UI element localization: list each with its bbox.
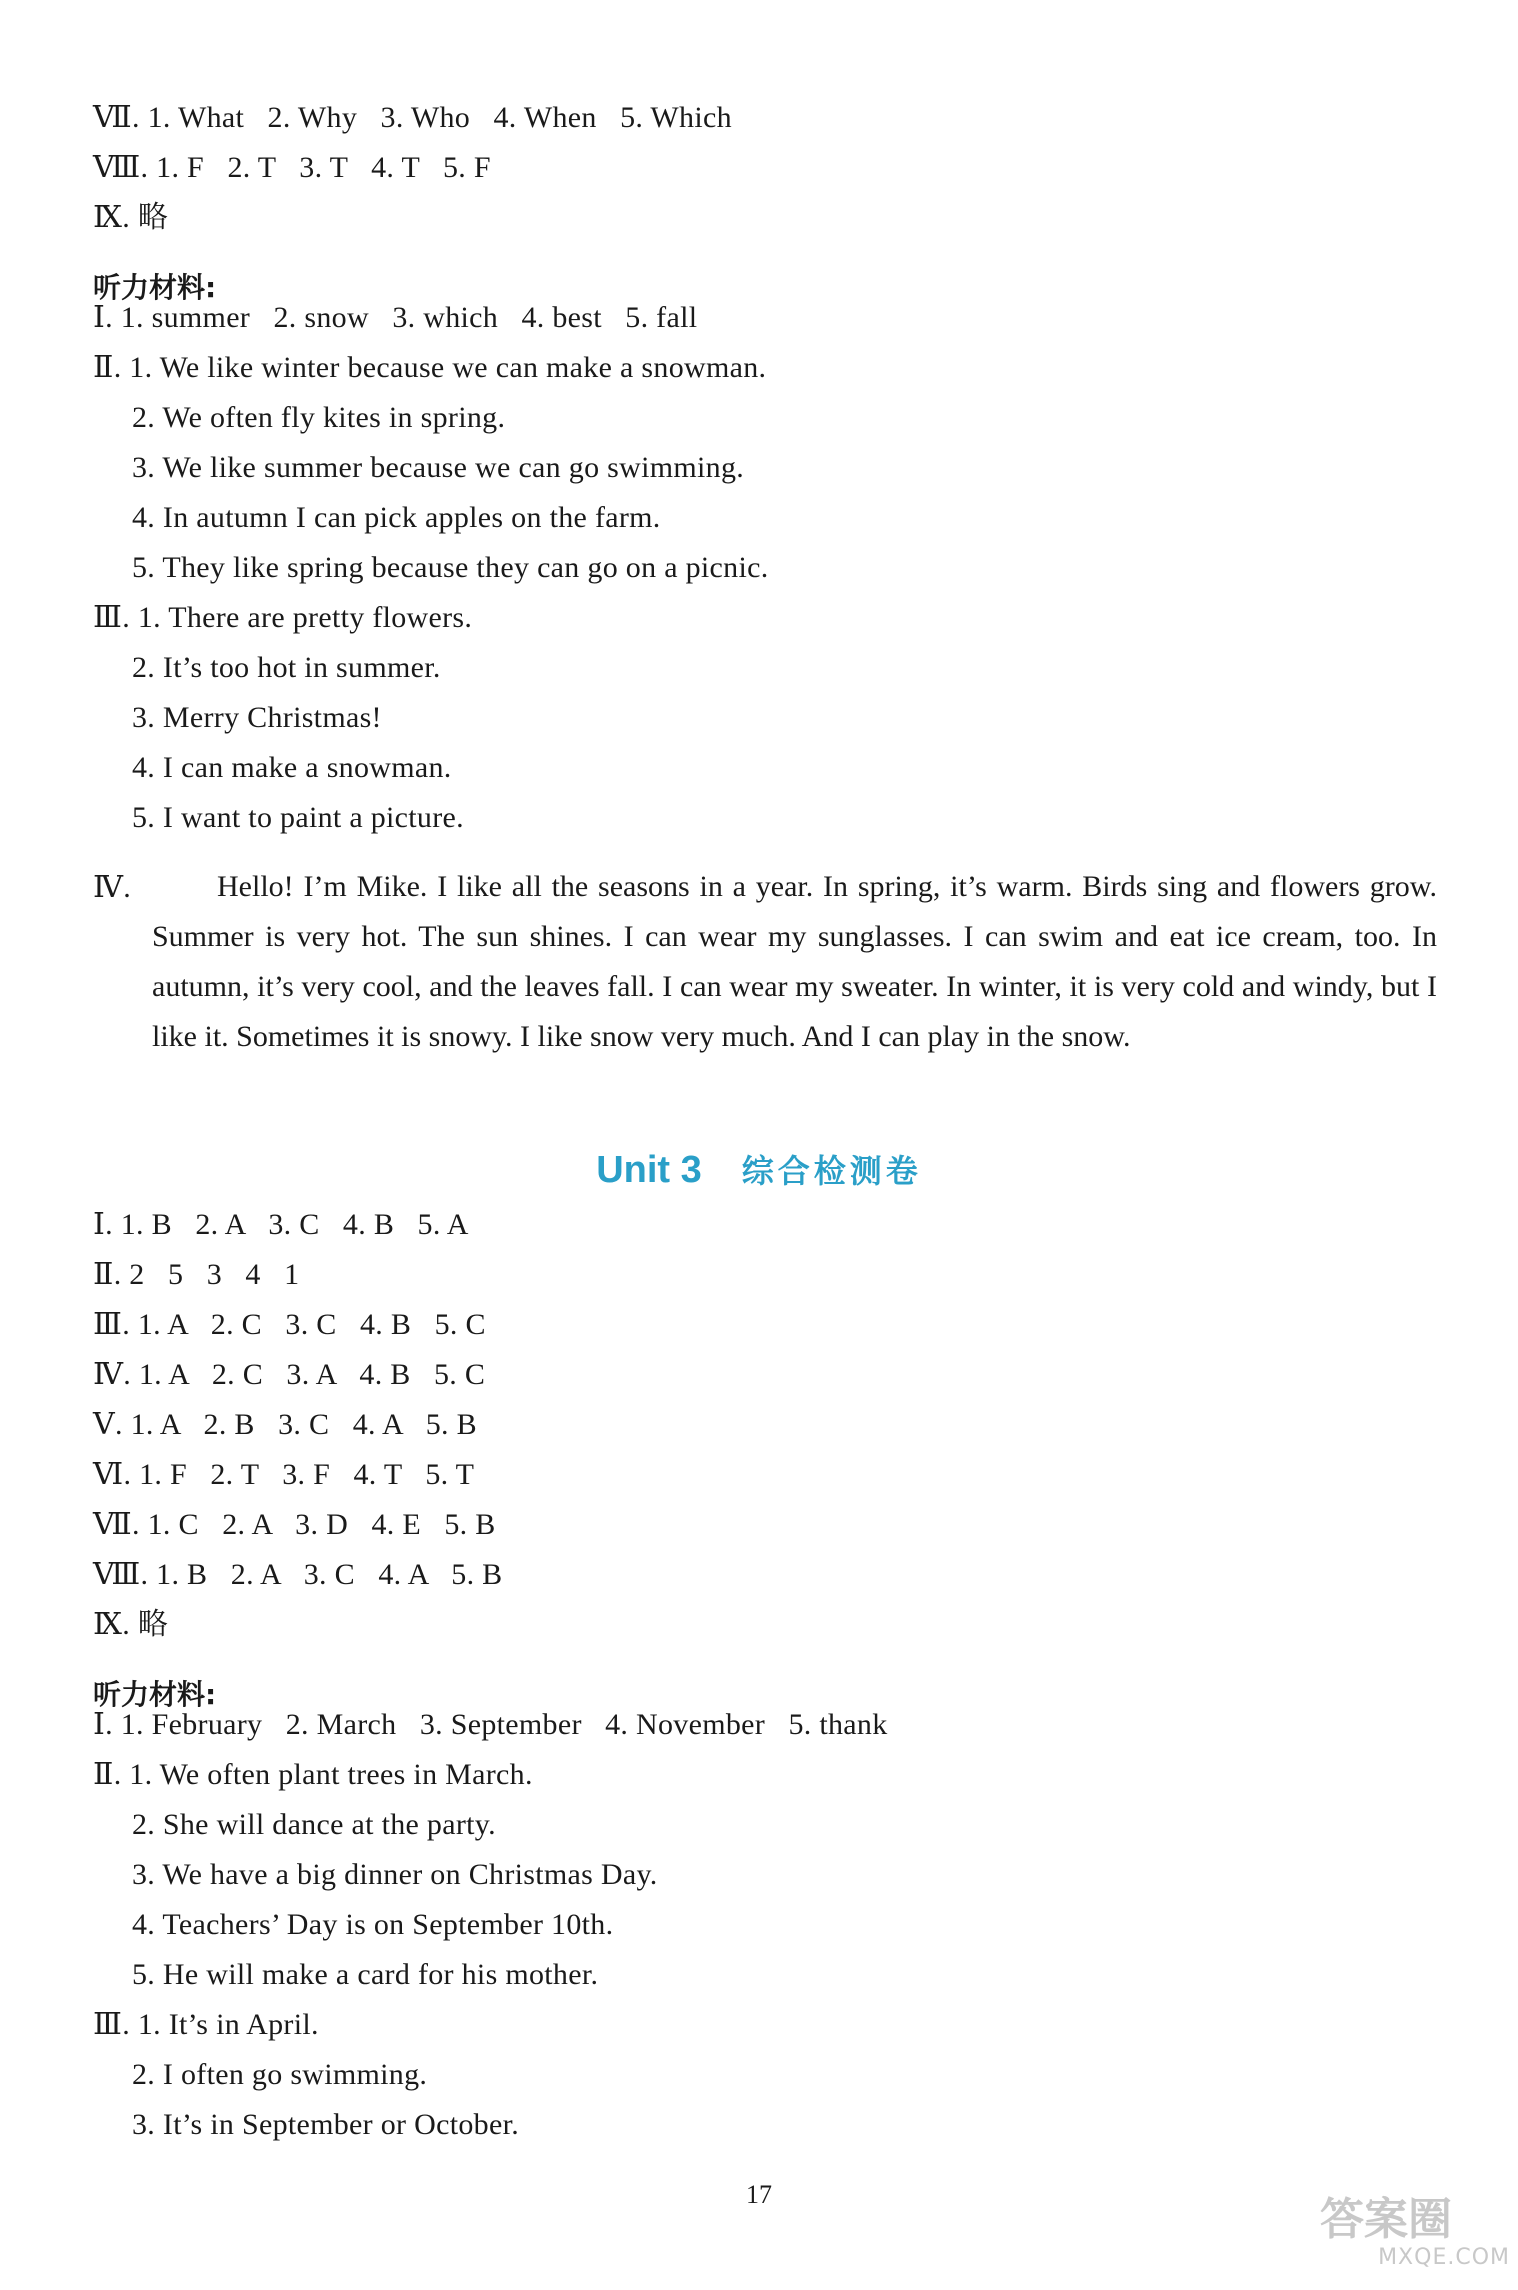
listening-line: 4. In autumn I can pick apples on the farm. [93,501,661,534]
listening-line: 2. It’s too hot in summer. [93,651,441,684]
unit-subtitle: 综合检测卷 [741,1153,922,1189]
listening-line: 3. We have a big dinner on Christmas Day. [93,1858,658,1891]
answer-line: Ⅶ. 1. C 2. A 3. D 4. E 5. B [93,1508,496,1541]
listening-line: 4. I can make a snowman. [93,751,452,784]
listening-line: 4. Teachers’ Day is on September 10th. [93,1908,614,1941]
listening-line: Ⅱ. 1. We like winter because we can make a snowman. [93,351,767,384]
section-title [0,1145,1518,1196]
unit-title: Unit 3 [596,1149,702,1191]
watermark-text: 答案圈 [1320,2194,1452,2245]
listening-line: Ⅲ. 1. It’s in April. [93,2008,319,2041]
listening-line: 5. They like spring because they can go on a picnic. [93,551,769,584]
listening-line: Ⅰ. 1. February 2. March 3. September 4. November 5. thank [93,1708,888,1741]
listening-label-2: 听力材料: [93,1678,217,1711]
listening-line: Ⅰ. 1. summer 2. snow 3. which 4. best 5. fall [93,301,698,334]
answer-line: Ⅷ. 1. F 2. T 3. T 4. T 5. F [93,151,491,184]
listening-passage [152,862,1437,1062]
answer-line: Ⅶ. 1. What 2. Why 3. Who 4. When 5. Which [93,101,732,134]
answer-line: Ⅱ. 2 5 3 4 1 [93,1258,300,1291]
passage-text: Hello! I’m Mike. I like all the seasons in a year. In spring, it’s warm. Birds sing and flowers grow. Summer is very hot. The sun shines. I can wear my sunglasses. I can swim and eat ice cream, too. In autumn, it’s very cool, and the leaves fall. I can wear my sweater. In winter, it is very cold and windy, but I like it. Sometimes it is snowy. I like snow very much. And I can play in the snow. [152,870,1437,1053]
watermark-url: MXQE.COM [1378,2245,1510,2270]
listening-line: 5. I want to paint a picture. [93,801,464,834]
passage-label: Ⅳ. [93,871,132,904]
page-number: 17 [746,2180,772,2209]
answer-line: Ⅸ. 略 [93,1608,169,1641]
listening-line: 3. Merry Christmas! [93,701,382,734]
listening-line: Ⅲ. 1. There are pretty flowers. [93,601,473,634]
listening-line: 5. He will make a card for his mother. [93,1958,599,1991]
answer-line: Ⅷ. 1. B 2. A 3. C 4. A 5. B [93,1558,503,1591]
watermark-logo [1320,2195,1510,2285]
answer-line: Ⅴ. 1. A 2. B 3. C 4. A 5. B [93,1408,477,1441]
listening-line: Ⅱ. 1. We often plant trees in March. [93,1758,533,1791]
listening-line: 2. I often go swimming. [93,2058,428,2091]
listening-line: 2. We often fly kites in spring. [93,401,506,434]
answer-line: Ⅲ. 1. A 2. C 3. C 4. B 5. C [93,1308,486,1341]
listening-line: 3. It’s in September or October. [93,2108,520,2141]
answer-line: Ⅰ. 1. B 2. A 3. C 4. B 5. A [93,1208,469,1241]
listening-label-1: 听力材料: [93,271,217,304]
answer-line: Ⅵ. 1. F 2. T 3. F 4. T 5. T [93,1458,475,1491]
listening-line: 3. We like summer because we can go swimming. [93,451,745,484]
answer-line: Ⅳ. 1. A 2. C 3. A 4. B 5. C [93,1358,486,1391]
answer-line: Ⅸ. 略 [93,201,169,234]
listening-line: 2. She will dance at the party. [93,1808,496,1841]
